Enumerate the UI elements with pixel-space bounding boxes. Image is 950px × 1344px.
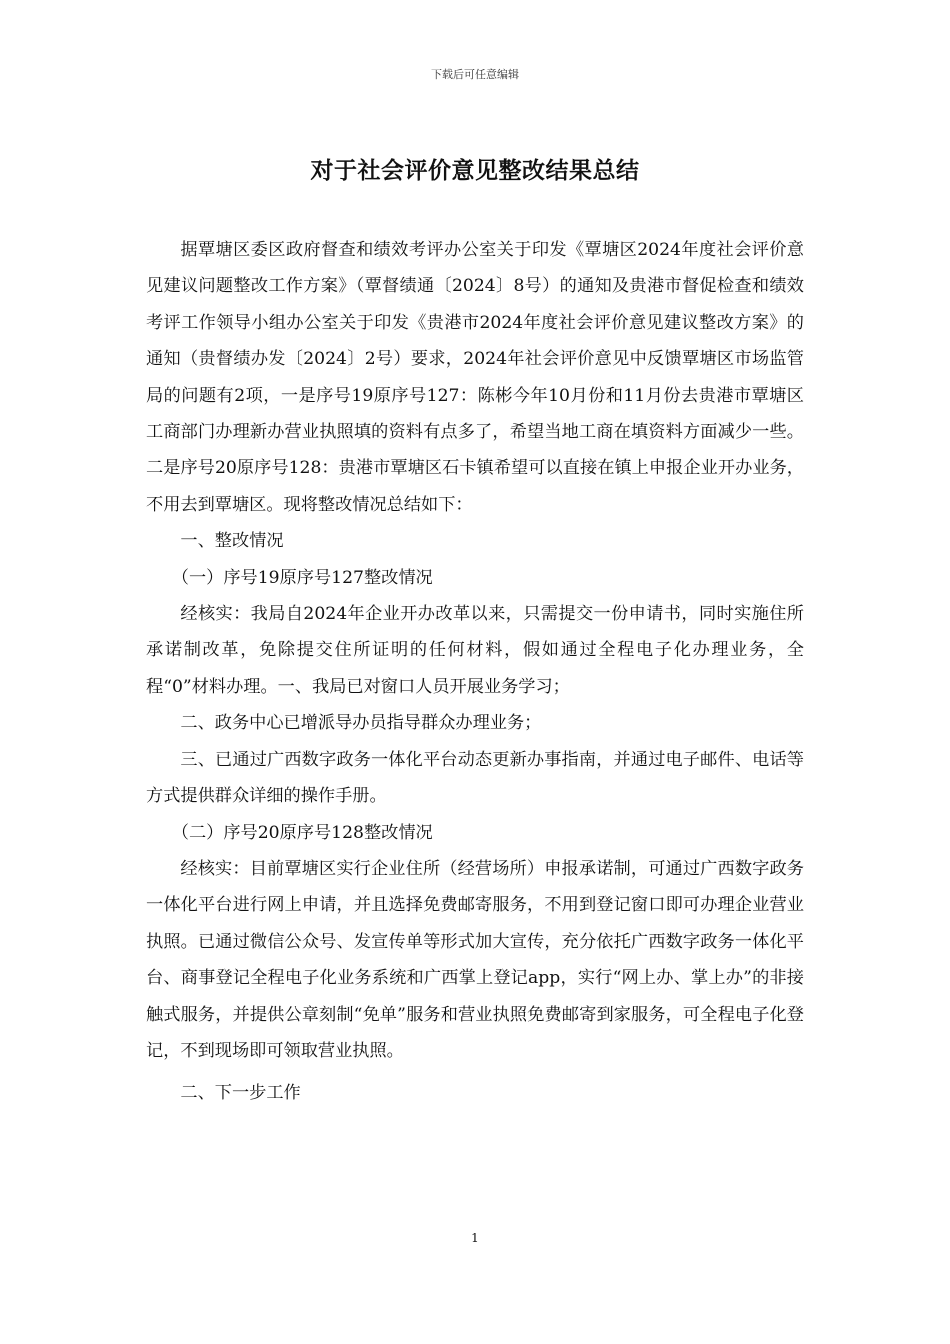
- intro-paragraph: 据覃塘区委区政府督查和绩效考评办公室关于印发《覃塘区2024年度社会评价意见建议问题整改工作方案》（覃督绩通〔2024〕8号）的通知及贵港市督促检查和绩效考评工作领导小组办公室关于印发《贵港市2024年度社会评价意见建议整改方案》的通知（贵督绩办发〔2024〕2号）要求，2024年社会评价意见中反馈覃塘区市场监管局的问题有2项，一是序号19原序号127：陈彬今年10月份和11月份去贵港市覃塘区工商部门办理新办营业执照填的资料有点多了，希望当地工商在填资料方面减少一些。二是序号20原序号128：贵港市覃塘区石卡镇希望可以直接在镇上申报企业开办业务，不用去到覃塘区。现将整改情况总结如下：: [146, 240, 804, 515]
- header-note: 下载后可任意编辑: [431, 68, 519, 81]
- item-19-verification-paragraph: 经核实：我局自2024年企业开办改革以来，只需提交一份申请书，同时实施住所承诺制改革，免除提交住所证明的任何材料，假如通过全程电子化办理业务，全程“0”材料办理。一、我局已对窗口人员开展业务学习；: [146, 604, 804, 697]
- subsection-heading-item-19: （一）序号19原序号127整改情况: [171, 567, 433, 588]
- section-heading-rectification: 一、整改情况: [180, 531, 284, 552]
- document-title: 对于社会评价意见整改结果总结: [310, 158, 640, 184]
- item-19-measure-3: 三、已通过广西数字政务一体化平台动态更新办事指南，并通过电子邮件、电话等方式提供群众详细的操作手册。: [146, 749, 804, 807]
- item-19-measure-2: 二、政务中心已增派导办员指导群众办理业务；: [180, 713, 542, 734]
- page-number: 1: [471, 1231, 479, 1245]
- item-20-verification-paragraph: 经核实：目前覃塘区实行企业住所（经营场所）申报承诺制，可通过广西数字政务一体化平台进行网上申请，并且选择免费邮寄服务，不用到登记窗口即可办理企业营业执照。已通过微信公众号、发宣传单等形式加大宣传，充分依托广西数字政务一体化平台、商事登记全程电子化业务系统和广西掌上登记app，实行“网上办、掌上办”的非接触式服务，并提供公章刻制“免单”服务和营业执照免费邮寄到家服务，可全程电子化登记，不到现场即可领取营业执照。: [146, 858, 804, 1061]
- document-body: [146, 232, 804, 1112]
- subsection-heading-item-20: （二）序号20原序号128整改情况: [171, 822, 433, 843]
- section-heading-next-steps: 二、下一步工作: [180, 1083, 301, 1104]
